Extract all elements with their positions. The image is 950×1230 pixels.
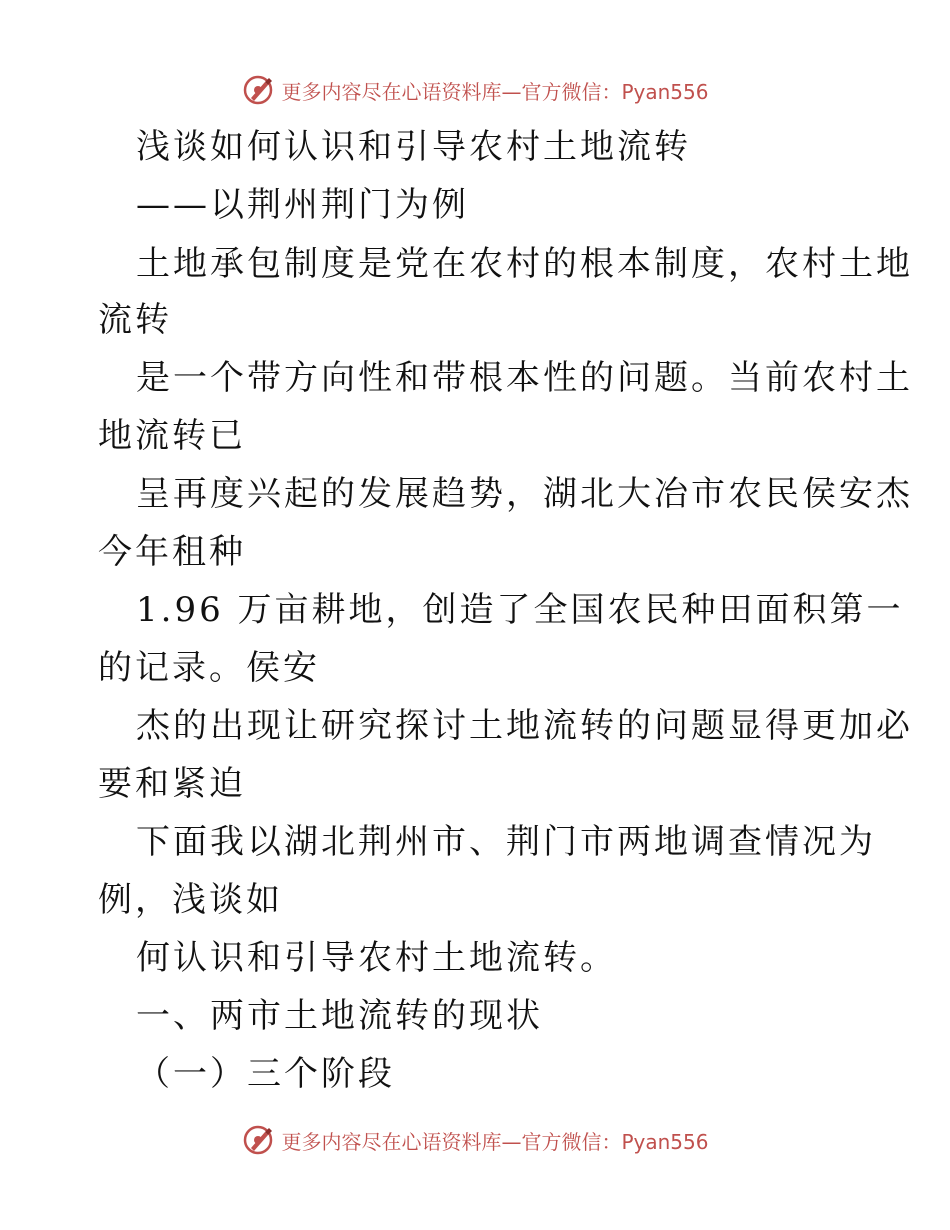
paragraph-line: 今年租种 [98,532,246,572]
paragraph-line: 地流转已 [98,416,246,456]
header-banner-text: 更多内容尽在心语资料库—官方微信：Pyan556 [281,79,709,104]
paragraph-line: 何认识和引导农村土地流转。 [136,938,617,978]
paragraph-line: 下面我以湖北荆州市、荆门市两地调查情况为 [136,822,876,862]
document-subtitle: ——以荆州荆门为例 [136,185,469,225]
pen-logo-icon [241,73,275,107]
header-banner [0,72,950,108]
subsection-heading: （一）三个阶段 [136,1054,395,1094]
paragraph-line: 杰的出现让研究探讨土地流转的问题显得更加必 [136,706,913,746]
paragraph-line: 流转 [98,300,172,340]
document-title: 浅谈如何认识和引导农村土地流转 [136,127,691,167]
pen-logo-icon [241,1123,275,1157]
paragraph-line: 是一个带方向性和带根本性的问题。当前农村土 [136,358,913,398]
paragraph-line: 例，浅谈如 [98,880,283,920]
footer-banner [0,1122,950,1158]
section-heading: 一、两市土地流转的现状 [136,996,543,1036]
paragraph-line: 要和紧迫 [98,764,246,804]
paragraph-line: 的记录。侯安 [98,648,320,688]
footer-banner-text: 更多内容尽在心语资料库—官方微信：Pyan556 [281,1129,709,1154]
paragraph-line: 呈再度兴起的发展趋势，湖北大冶市农民侯安杰 [136,474,913,514]
paragraph-line: 1.96 万亩耕地，创造了全国农民种田面积第一 [136,590,904,630]
paragraph-line: 土地承包制度是党在农村的根本制度，农村土地 [136,244,913,284]
